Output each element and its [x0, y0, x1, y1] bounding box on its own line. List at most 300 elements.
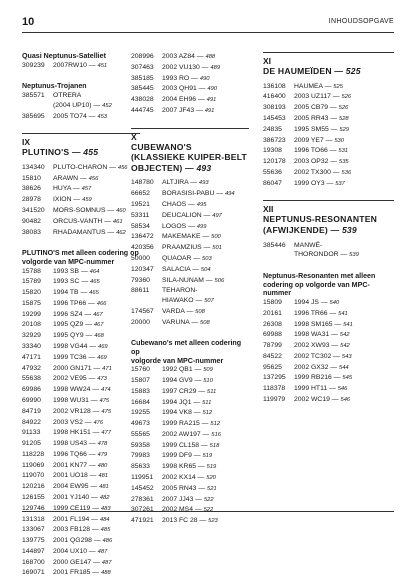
list-item	[22, 547, 140, 558]
entry-number	[131, 296, 162, 307]
section-title-line: OBJECTEN)	[131, 162, 183, 173]
entry-number: 131318	[22, 515, 45, 523]
entry-dash: —	[186, 222, 197, 230]
entry-page: 476	[93, 419, 104, 426]
entry-name-text: LOGOS	[162, 222, 187, 230]
entry-dash: —	[91, 101, 103, 109]
entry-number: 90482	[22, 217, 41, 225]
entry-name	[162, 286, 249, 296]
list-item	[131, 296, 249, 307]
entry-page: 457	[81, 186, 92, 193]
column-3	[263, 52, 394, 406]
section-page: 493	[196, 162, 212, 173]
entry-number: 19521	[131, 201, 150, 209]
entry-name	[53, 558, 140, 569]
list-item	[22, 471, 140, 482]
entry-name-text: 2009 YE7	[294, 136, 324, 144]
entry-number: 444745	[131, 106, 154, 114]
section-xi	[263, 52, 394, 189]
entry-dash: —	[328, 104, 339, 112]
entry-list	[131, 178, 249, 328]
entry-list	[263, 241, 394, 262]
entry-name	[294, 298, 394, 309]
entry-page: 499	[196, 223, 207, 230]
entry-number: 91133	[22, 429, 41, 437]
entry-page: 539	[349, 252, 359, 259]
entry-name	[53, 101, 140, 112]
entry-name	[162, 63, 249, 74]
entry-name	[162, 430, 249, 441]
entry-number: 118378	[263, 385, 286, 393]
entry-number: 20161	[263, 309, 282, 317]
entry-name	[162, 376, 249, 387]
entry-page: 516	[211, 431, 221, 438]
entry-name-text: 1994 TB	[53, 289, 79, 297]
list-item	[131, 265, 249, 276]
entry-number: 55638	[22, 375, 41, 383]
entry-number: 120347	[131, 265, 154, 273]
entry-name-text: 2002 WC19	[294, 395, 330, 403]
entry-name-text: TEHARON-	[162, 287, 198, 295]
entry-name	[162, 462, 249, 473]
list-item	[22, 428, 140, 439]
entry-name-text: 2007 JJ43	[162, 495, 194, 503]
entry-name-text: 2002 KX14	[162, 474, 196, 481]
entry-name	[162, 74, 249, 85]
list-item	[22, 536, 140, 547]
entry-number: 79360	[131, 276, 150, 284]
entry-list	[22, 163, 140, 238]
list-item	[22, 558, 140, 569]
entry-number: 119070	[22, 472, 45, 480]
list-item	[22, 396, 140, 407]
group-title: Neptunus-Trojanen	[22, 82, 87, 91]
entry-number: 50000	[131, 254, 150, 262]
list-item	[22, 206, 140, 217]
entry-number: 145452	[131, 484, 154, 492]
entry-name-text: 2003 QH91	[162, 85, 197, 93]
entry-page: 512	[202, 410, 213, 417]
entry-dash: —	[189, 74, 200, 82]
list-item	[131, 189, 249, 200]
entry-list	[22, 267, 140, 579]
entry-name-text: 2000 GE147	[53, 558, 92, 566]
entry-page: 543	[341, 353, 352, 360]
entry-number: 84522	[263, 352, 282, 360]
entry-page: 530	[334, 137, 344, 144]
entry-number: 16684	[131, 398, 150, 406]
section-roman: XI	[263, 56, 272, 66]
entry-name-text: 2005 TO74	[53, 112, 87, 120]
entry-name	[294, 341, 394, 352]
section-title-line: CUBEWANO'S	[131, 141, 192, 152]
entry-name	[294, 309, 394, 320]
list-item	[131, 419, 249, 430]
entry-number	[22, 101, 53, 112]
entry-name	[162, 484, 249, 495]
entry-name-text: 2005 RR43	[294, 114, 329, 122]
entry-number: 120216	[22, 483, 45, 491]
entry-list	[263, 298, 394, 406]
entry-page: 507	[204, 298, 214, 305]
list-item	[131, 516, 249, 527]
list-item	[22, 101, 140, 112]
entry-number: 169071	[22, 569, 45, 577]
entry-name	[162, 307, 249, 318]
entry-name-text: ARAWN	[53, 174, 79, 182]
entry-name	[294, 103, 394, 114]
entry-number: 126155	[22, 493, 45, 501]
entry-name	[294, 146, 394, 157]
entry-name-text: 2002 AW197	[162, 430, 201, 438]
entry-name-text: 2002 XW93	[294, 342, 330, 350]
entry-name-text: MAKEMAKE	[162, 233, 201, 241]
entry-name	[53, 374, 140, 385]
entry-page: 508	[200, 319, 210, 326]
list-item	[131, 376, 249, 387]
entry-name	[53, 163, 140, 174]
entry-dash: —	[327, 385, 338, 393]
entry-number: 386723	[263, 136, 286, 144]
entry-page: 531	[338, 148, 349, 155]
entry-number: 26308	[263, 320, 282, 328]
entry-name	[162, 419, 249, 430]
entry-dash: —	[192, 366, 204, 374]
entry-name-text: 1999 HT11	[294, 385, 328, 393]
entry-dash: —	[71, 196, 83, 204]
list-item	[263, 241, 394, 251]
entry-name-text: 2001 QG298	[53, 537, 92, 545]
entry-number: 168700	[22, 558, 45, 566]
section-page: 525	[345, 66, 361, 76]
entry-name	[162, 243, 249, 254]
entry-number: 438028	[131, 96, 154, 104]
entry-page: 519	[202, 453, 213, 460]
list-item	[131, 222, 249, 233]
entry-dash: —	[90, 407, 102, 415]
entry-page: 490	[207, 86, 218, 93]
list-item	[263, 114, 394, 125]
list-item	[22, 91, 140, 101]
entry-number: 118228	[22, 450, 45, 458]
entry-page: 506	[214, 277, 225, 284]
entry-page: 511	[206, 388, 217, 395]
entry-name	[53, 364, 140, 375]
entry-page: 481	[99, 484, 109, 491]
entry-name	[294, 168, 394, 179]
entry-name-text: ALTJIRA	[162, 179, 189, 187]
entry-dash: —	[188, 179, 199, 187]
entry-name	[294, 395, 394, 406]
entry-number: 420356	[131, 244, 154, 252]
subsection-title-line: volgorde van MPC-nummer	[131, 356, 224, 365]
entry-dash: —	[86, 450, 98, 458]
entry-number: 385571	[22, 91, 45, 99]
list-item	[22, 407, 140, 418]
entry-dash: —	[191, 254, 203, 262]
list-item	[22, 174, 140, 185]
list-item	[22, 267, 140, 278]
list-item	[131, 484, 249, 495]
entry-page: 494	[224, 191, 235, 198]
list-item	[263, 395, 394, 406]
entry-name-text: 1999 CE119	[53, 504, 91, 512]
entry-dash: —	[329, 331, 340, 339]
entry-dash: —	[200, 233, 212, 241]
entry-name-text: 1996 SZ4	[53, 310, 83, 318]
entry-page: 456	[117, 164, 128, 171]
entry-dash: —	[90, 526, 101, 534]
entry-name	[162, 516, 249, 527]
list-item	[131, 387, 249, 398]
entry-name-text: MANWË-	[294, 241, 323, 249]
entry-name-text: 2007 JF43	[162, 106, 195, 114]
entry-dash: —	[327, 309, 339, 317]
list-item	[263, 298, 394, 309]
entry-dash: —	[331, 374, 343, 382]
entry-number: 416400	[263, 93, 286, 101]
entry-name	[53, 342, 140, 353]
entry-name	[162, 254, 249, 265]
entry-dash: —	[331, 352, 342, 360]
entry-dash: —	[192, 506, 204, 514]
section-title-line: (KLASSIEKE KUIPER-BELT	[131, 152, 247, 163]
entry-dash: —	[324, 179, 336, 187]
list-item	[263, 179, 394, 190]
entry-name	[53, 439, 140, 450]
entry-dash: —	[199, 441, 210, 449]
entry-number: 19299	[22, 310, 41, 318]
entry-name	[162, 222, 249, 233]
section-title-text: PLUTINO'S	[22, 147, 70, 158]
entry-name-text: 2002 TC302	[294, 352, 332, 360]
entry-page: 518	[209, 442, 220, 449]
list-item	[263, 384, 394, 395]
entry-number: 174567	[131, 307, 154, 315]
entry-dash: —	[82, 418, 94, 426]
entry-dash: —	[87, 472, 99, 480]
entry-number: 208996	[131, 53, 154, 60]
entry-dash: —	[86, 353, 98, 361]
entry-name-text: SALACIA	[162, 265, 191, 273]
entry-dash: —	[194, 53, 206, 60]
list-item	[22, 217, 140, 228]
list-item	[131, 63, 249, 74]
entry-dash: —	[78, 174, 89, 182]
entry-number: 91205	[22, 440, 41, 448]
entry-number: 78799	[263, 342, 282, 350]
entry-dash: —	[200, 430, 212, 438]
list-item	[131, 451, 249, 462]
entry-dash: —	[199, 420, 211, 428]
entry-number: 69986	[22, 386, 41, 394]
entry-page: 488	[101, 570, 111, 577]
entry-name	[162, 200, 249, 211]
entry-dash: —	[87, 343, 98, 351]
entry-name-text: 1993 SB	[53, 267, 80, 275]
list-item	[22, 288, 140, 299]
entry-name-text: 2001 KN77	[53, 461, 88, 469]
entry-name	[53, 504, 140, 515]
list-item	[131, 408, 249, 419]
entry-name	[53, 206, 140, 217]
entry-dash: —	[83, 321, 94, 329]
entry-dash: —	[214, 190, 225, 198]
entry-page: 546	[337, 386, 348, 393]
entry-page: 459	[82, 197, 92, 204]
entry-dash: —	[79, 267, 90, 275]
entry-page: 503	[202, 255, 212, 262]
section-rule	[131, 128, 249, 129]
entry-dash: —	[196, 85, 208, 93]
entry-name	[294, 157, 394, 168]
entry-name-text: 1994 JQ1	[162, 398, 192, 406]
entry-number: 15820	[22, 289, 41, 297]
entry-page: 529	[339, 126, 350, 133]
entry-dash: —	[105, 207, 117, 215]
entry-name	[53, 428, 140, 439]
subsection-title-line: volgorde van MPC-nummer	[22, 257, 115, 266]
entry-name	[162, 495, 249, 506]
entry-page: 544	[338, 364, 349, 371]
entry-page: 541	[338, 310, 348, 317]
entry-dash: —	[86, 299, 97, 307]
entry-name-text: VARDA	[162, 307, 185, 315]
entry-name	[162, 296, 249, 307]
entry-name-text: 2003 FB128	[53, 526, 91, 534]
entry-number: 309239	[22, 61, 45, 69]
entry-name-text: 1994 GV9	[162, 376, 193, 384]
entry-name-text: 1995 QZ9	[53, 321, 84, 329]
entry-name-text: 1993 RO	[162, 74, 190, 82]
subsection-title	[263, 272, 394, 298]
entry-name-text: 1996 TO66	[294, 147, 328, 155]
entry-name	[53, 547, 140, 558]
section-title: PLUTINO'S — 455	[22, 147, 99, 158]
entry-number: 307463	[131, 63, 154, 71]
entry-dash: —	[327, 147, 339, 155]
entry-name-text: 1996 TP66	[53, 299, 87, 307]
entry-name-text: MORS-SOMNUS	[53, 207, 106, 215]
entry-number: 47932	[22, 364, 41, 372]
entry-number: 278361	[131, 495, 154, 503]
entry-name	[53, 536, 140, 547]
entry-page: 525	[333, 83, 343, 90]
entry-dash: —	[329, 395, 341, 403]
entry-page: 469	[97, 344, 108, 351]
entry-page: 488	[205, 54, 216, 60]
entry-dash: —	[323, 136, 335, 144]
entry-page: 473	[97, 376, 107, 383]
entry-number: 38083	[22, 228, 41, 236]
entry-dash: —	[105, 228, 117, 236]
entry-number: 119951	[131, 474, 154, 481]
entry-dash: —	[196, 96, 207, 104]
subsection-title-line: nummer	[263, 289, 291, 298]
entry-name-text: 2004 UX10	[53, 547, 88, 555]
section-title-line: NEPTUNUS-RESONANTEN	[263, 214, 378, 225]
list-item	[263, 352, 394, 363]
entry-name	[53, 195, 140, 206]
list-item	[263, 250, 394, 261]
entry-name-text: 2003 OP32	[294, 158, 329, 166]
entry-dash: —	[91, 364, 103, 372]
entry-name-text: 2005 CB79	[294, 104, 329, 112]
entry-page: 526	[338, 105, 349, 112]
section-x	[131, 128, 249, 329]
entry-name-text: 1996 TR66	[294, 309, 328, 317]
entry-dash: —	[190, 265, 201, 273]
entry-page: 521	[206, 485, 217, 492]
entry-name-text: 2001 YJ140	[53, 493, 90, 501]
entry-name	[53, 61, 140, 72]
entry-name	[53, 418, 140, 429]
entry-number: 47171	[22, 353, 41, 361]
entry-page: 535	[338, 159, 349, 166]
list-item	[263, 125, 394, 136]
entry-page: 452	[102, 102, 112, 109]
list-item	[263, 168, 394, 179]
entry-page: 451	[97, 62, 108, 69]
entry-name	[162, 211, 249, 222]
entry-dash: —	[86, 112, 98, 120]
entry-name	[294, 250, 394, 261]
section-rule	[263, 52, 394, 53]
entry-dash: —	[201, 244, 213, 252]
entry-dash: —	[186, 201, 197, 209]
entry-name-text: 1999 CL158	[162, 441, 200, 449]
entry-number: 86047	[263, 179, 282, 187]
entry-number: 69990	[22, 396, 41, 404]
entry-dash: —	[83, 332, 95, 340]
entry-name	[53, 331, 140, 342]
entry-dash: —	[86, 375, 98, 383]
entry-name	[294, 320, 394, 331]
entry-page: 542	[339, 332, 350, 339]
entry-number: 15809	[263, 298, 282, 306]
entry-page: 480	[97, 462, 108, 469]
entry-name-text: 1998 WW24	[53, 386, 91, 394]
entry-name	[53, 277, 140, 288]
entry-page: 489	[210, 64, 221, 71]
list-item	[22, 310, 140, 321]
entry-number: 55565	[131, 430, 150, 438]
list-item	[131, 95, 249, 106]
entry-page: 511	[202, 399, 212, 406]
entry-name	[53, 450, 140, 461]
entry-name	[53, 385, 140, 396]
entry-name-text: 2002 GX32	[294, 363, 329, 371]
entry-number: 385445	[131, 85, 154, 93]
entry-number: 32929	[22, 332, 41, 340]
entry-page: 508	[195, 308, 205, 315]
section-page: 455	[83, 147, 99, 158]
entry-name	[162, 265, 249, 276]
subsection-title-line: Neptunus-Resonanten met alleen	[263, 272, 376, 281]
section-title-text: DE HAUMEÏDEN	[263, 66, 332, 76]
entry-name-text: HIAWAKO	[162, 297, 194, 305]
entry-name-text: PLUTO-CHARON	[53, 163, 108, 171]
entry-page: 504	[200, 266, 211, 273]
entry-name	[53, 396, 140, 407]
entry-number: 49673	[131, 420, 150, 428]
entry-name-text: 1998 KR65	[162, 463, 197, 471]
entry-dash: —	[197, 517, 209, 525]
entry-number: 15810	[22, 174, 41, 182]
entry-name	[53, 525, 140, 536]
entry-number: 15883	[131, 387, 150, 395]
entry-name-text: 1998 HK151	[53, 429, 91, 437]
